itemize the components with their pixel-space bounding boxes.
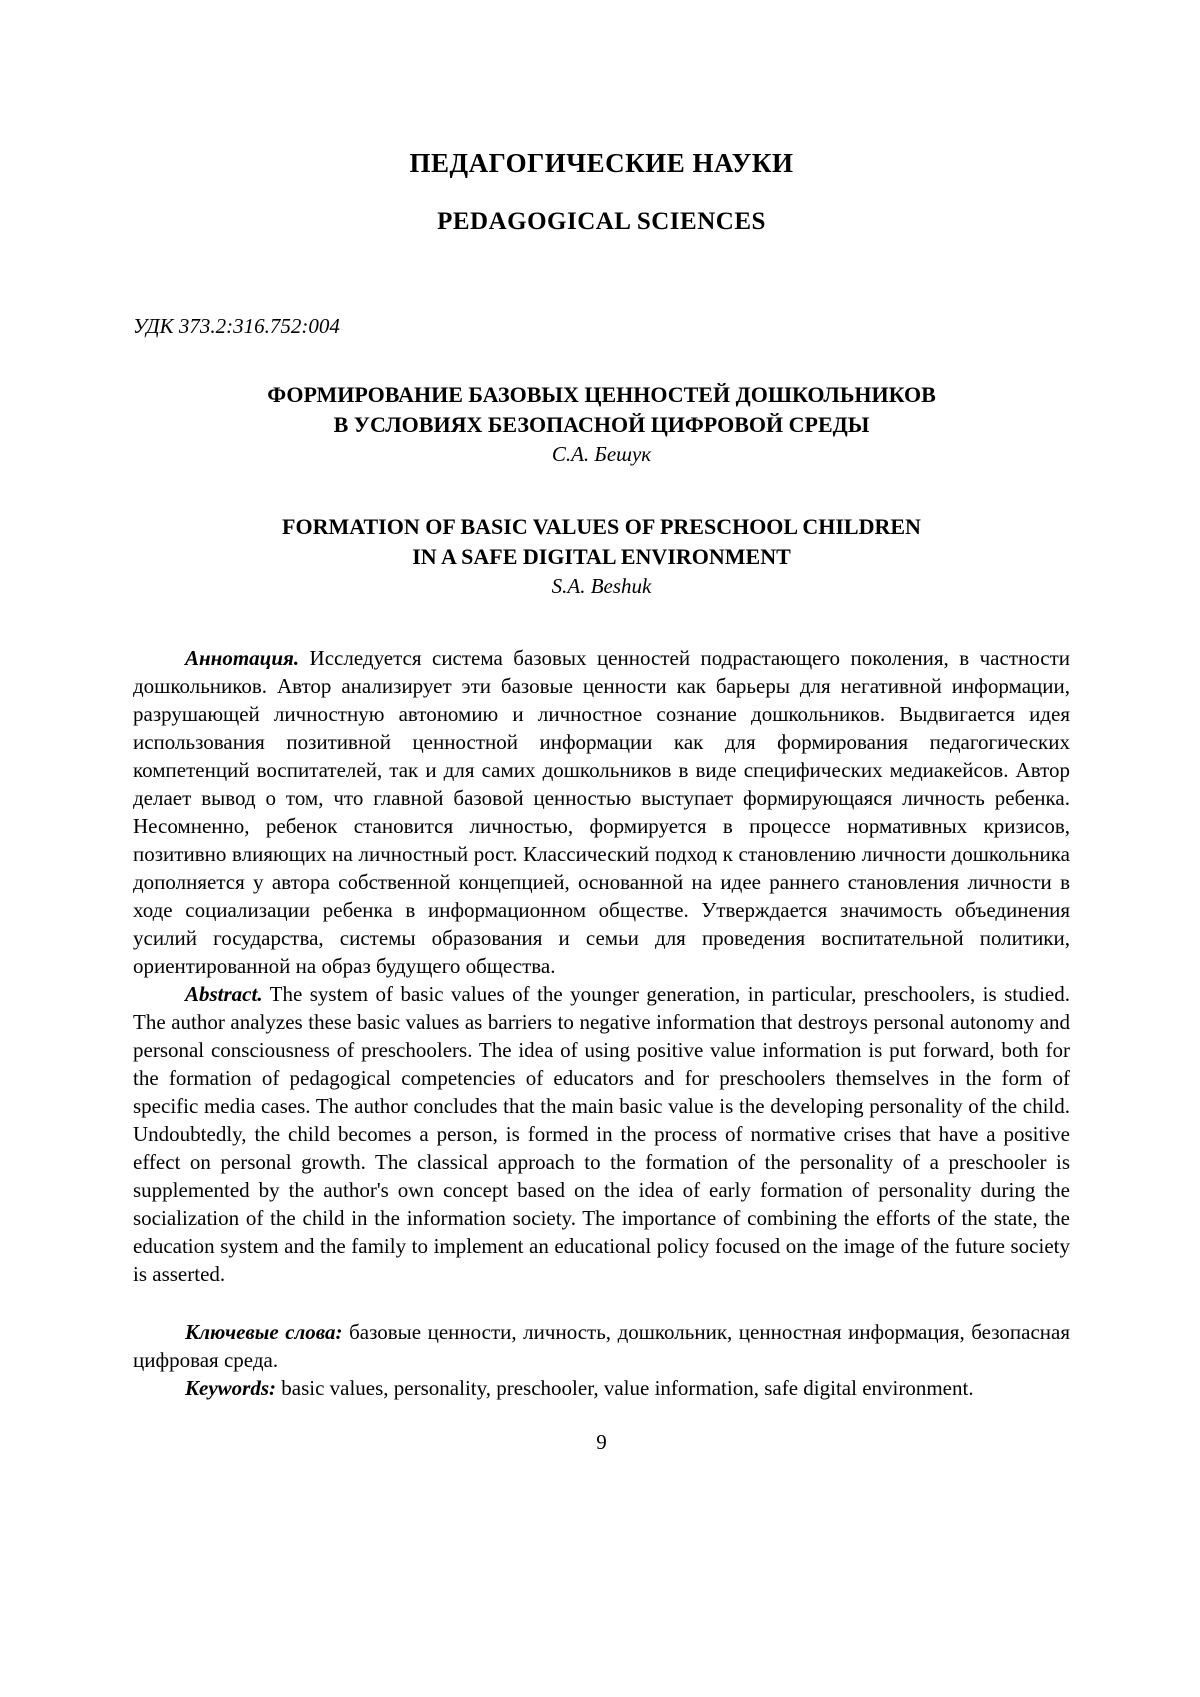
- abstracts-block: [133, 644, 1070, 1288]
- keywords-block: [133, 1318, 1070, 1402]
- article-title-en: FORMATION OF BASIC VALUES OF PRESCHOOL CHILDREN IN A SAFE DIGITAL ENVIRONMENT: [282, 514, 921, 569]
- abstract-en-text: The system of basic values of the younger generation, in particular, preschoolers, is studied. The author analyzes these basic values as barriers to negative information that destroys personal autonomy and personal consciousness of preschoolers. The idea of using positive value information is put forward, both for the formation of pedagogical competencies of educators and for preschoolers themselves in the form of specific media cases. The author concludes that the main basic value is the developing personality of the child. Undoubtedly, the child becomes a person, is formed in the process of normative crises that have a positive effect on personal growth. The classical approach to the formation of the personality of a preschooler is supplemented by the author's own concept based on the idea of early formation of personality during the socialization of the child in the information society. The importance of combining the efforts of the state, the education system and the family to implement an educational policy focused on the image of the future society is asserted.: [133, 982, 1070, 1286]
- keywords-ru-paragraph: [133, 1318, 1070, 1374]
- udk-code: УДК 373.2:316.752:004: [133, 314, 340, 338]
- abstract-en-paragraph: [133, 980, 1070, 1288]
- abstract-ru-paragraph: [133, 644, 1070, 980]
- section-heading-ru: ПЕДАГОГИЧЕСКИЕ НАУКИ: [409, 148, 794, 178]
- page-number: 9: [596, 1430, 607, 1454]
- abstract-ru-text: Исследуется система базовых ценностей подрастающего поколения, в частности дошкольников. Автор анализирует эти базовые ценности как барьеры для негативной информации, разрушающей личностную автономию и личностное сознание дошкольников. Выдвигается идея использования позитивной ценностной информации как для формирования педагогических компетенций воспитателей, так и для самих дошкольников в виде специфических медиакейсов. Автор делает вывод о том, что главной базовой ценностью выступает формирующаяся личность ребенка. Несомненно, ребенок становится личностью, формируется в процессе нормативных кризисов, позитивно влияющих на личностный рост. Классический подход к становлению личности дошкольника дополняется у автора собственной концепцией, основанной на идее раннего становления личности в ходе социализации ребенка в информационном обществе. Утверждается значимость объединения усилий государства, системы образования и семьи для проведения воспитательной политики, ориентированной на образ будущего общества.: [133, 646, 1070, 978]
- keywords-ru-label: Ключевые слова:: [185, 1320, 343, 1344]
- keywords-ru-text: базовые ценности, личность, дошкольник, ценностная информация, безопасная цифровая среда.: [133, 1320, 1070, 1372]
- article-author-en: S.A. Beshuk: [551, 574, 652, 598]
- article-title-ru: ФОРМИРОВАНИЕ БАЗОВЫХ ЦЕННОСТЕЙ ДОШКОЛЬНИКОВ В УСЛОВИЯХ БЕЗОПАСНОЙ ЦИФРОВОЙ СРЕДЫ: [267, 382, 936, 437]
- keywords-en-text: basic values, personality, preschooler, value information, safe digital environment.: [276, 1376, 974, 1400]
- abstract-ru-label: Аннотация.: [185, 646, 300, 670]
- abstract-en-label: Abstract.: [185, 982, 263, 1006]
- section-heading-en: PEDAGOGICAL SCIENCES: [437, 208, 766, 235]
- keywords-en-label: Keywords:: [185, 1376, 276, 1400]
- keywords-en-paragraph: [133, 1374, 1070, 1402]
- article-author-ru: С.А. Бешук: [551, 442, 652, 466]
